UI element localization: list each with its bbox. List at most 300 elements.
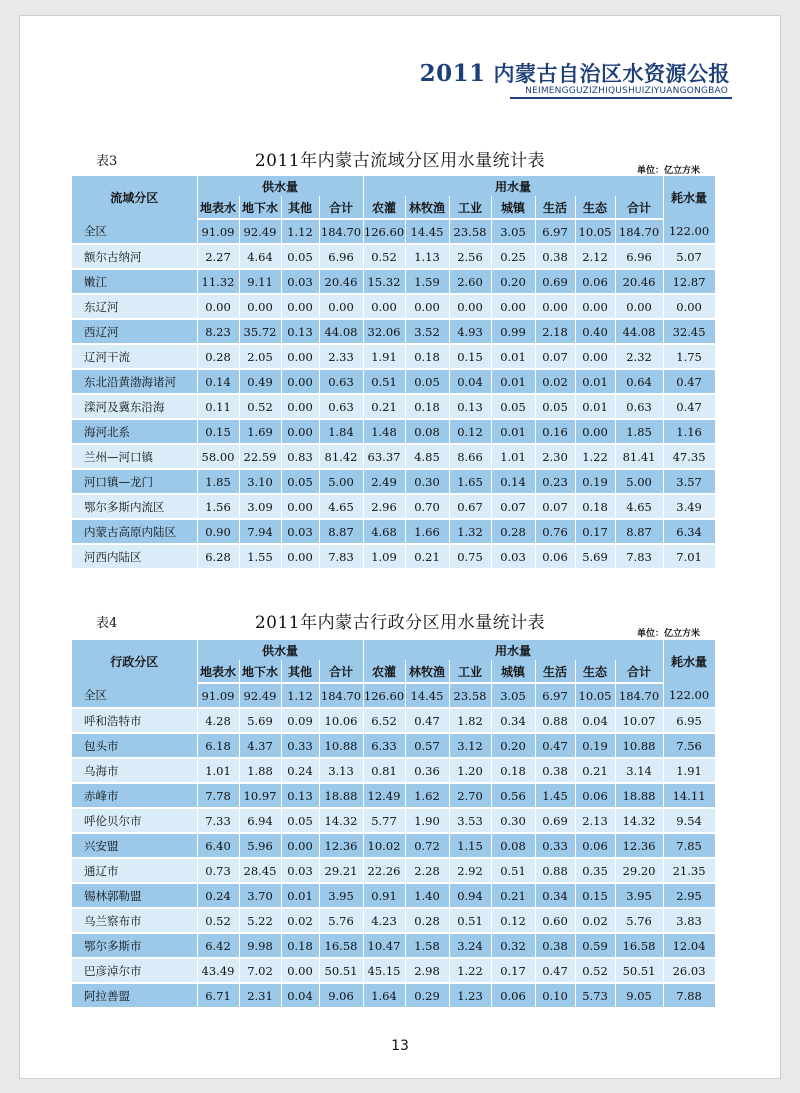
table-cell: 0.40 xyxy=(575,319,615,344)
table-cell: 0.09 xyxy=(281,708,319,733)
row-label: 嫩江 xyxy=(72,269,197,294)
table-cell: 0.00 xyxy=(281,544,319,569)
table-cell: 184.70 xyxy=(615,219,663,244)
table-cell: 0.52 xyxy=(363,244,405,269)
table-cell: 0.18 xyxy=(281,933,319,958)
table-cell: 0.19 xyxy=(575,469,615,494)
table-cell: 32.06 xyxy=(363,319,405,344)
table-row xyxy=(72,544,715,569)
table-cell: 12.04 xyxy=(663,933,715,958)
table-cell: 0.03 xyxy=(281,519,319,544)
table-cell: 0.47 xyxy=(663,394,715,419)
table-cell: 3.70 xyxy=(239,883,281,908)
table-cell: 1.16 xyxy=(663,419,715,444)
row-label: 包头市 xyxy=(72,733,197,758)
table-cell: 1.09 xyxy=(363,544,405,569)
table-cell: 0.20 xyxy=(491,733,535,758)
table-row xyxy=(72,758,715,783)
table3-unit: 单位：亿立方米 xyxy=(636,166,700,176)
table-cell: 3.49 xyxy=(663,494,715,519)
table-cell: 0.02 xyxy=(281,908,319,933)
table-cell: 5.07 xyxy=(663,244,715,269)
row-label: 辽河干流 xyxy=(72,344,197,369)
table-cell: 0.03 xyxy=(491,544,535,569)
table-cell: 0.00 xyxy=(281,294,319,319)
table-cell: 1.32 xyxy=(449,519,491,544)
table-cell: 0.70 xyxy=(405,494,449,519)
table-cell: 0.00 xyxy=(491,294,535,319)
table-cell: 126.60 xyxy=(363,219,405,244)
table-row xyxy=(72,983,715,1008)
table-cell: 0.07 xyxy=(535,344,575,369)
column-subheader: 地下水 xyxy=(239,660,281,683)
table-cell: 1.55 xyxy=(239,544,281,569)
column-header-consumption: 耗水量 xyxy=(663,176,715,219)
table-cell: 1.91 xyxy=(363,344,405,369)
table-cell: 3.05 xyxy=(491,683,535,708)
table-cell: 0.08 xyxy=(491,833,535,858)
table-cell: 81.42 xyxy=(319,444,363,469)
table-cell: 63.37 xyxy=(363,444,405,469)
table-cell: 0.12 xyxy=(449,419,491,444)
table-cell: 1.75 xyxy=(663,344,715,369)
table-cell: 1.01 xyxy=(197,758,239,783)
table-cell: 28.45 xyxy=(239,858,281,883)
table-cell: 7.88 xyxy=(663,983,715,1008)
table-cell: 3.12 xyxy=(449,733,491,758)
table-cell: 45.15 xyxy=(363,958,405,983)
table-cell: 5.96 xyxy=(239,833,281,858)
table-cell: 6.33 xyxy=(363,733,405,758)
table-cell: 23.58 xyxy=(449,683,491,708)
table-cell: 0.25 xyxy=(491,244,535,269)
table-cell: 0.47 xyxy=(535,958,575,983)
table-cell: 2.56 xyxy=(449,244,491,269)
table-cell: 50.51 xyxy=(615,958,663,983)
table-cell: 91.09 xyxy=(197,683,239,708)
row-label: 乌兰察布市 xyxy=(72,908,197,933)
table-cell: 1.91 xyxy=(663,758,715,783)
table-cell: 0.06 xyxy=(535,544,575,569)
table-cell: 5.76 xyxy=(319,908,363,933)
table4-label: 表4 xyxy=(96,616,118,631)
table-row xyxy=(72,344,715,369)
table-cell: 11.32 xyxy=(197,269,239,294)
table-cell: 4.68 xyxy=(363,519,405,544)
table-cell: 5.73 xyxy=(575,983,615,1008)
table-cell: 4.28 xyxy=(197,708,239,733)
table-cell: 0.94 xyxy=(449,883,491,908)
table-cell: 0.60 xyxy=(535,908,575,933)
table-cell: 6.96 xyxy=(319,244,363,269)
table-cell: 0.05 xyxy=(491,394,535,419)
table-cell: 3.13 xyxy=(319,758,363,783)
table-cell: 10.88 xyxy=(615,733,663,758)
table-cell: 23.58 xyxy=(449,219,491,244)
table-cell: 5.69 xyxy=(575,544,615,569)
table-cell: 184.70 xyxy=(319,219,363,244)
table-cell: 18.88 xyxy=(615,783,663,808)
column-subheader: 林牧渔 xyxy=(405,660,449,683)
row-label: 东辽河 xyxy=(72,294,197,319)
table-cell: 1.45 xyxy=(535,783,575,808)
header-rule xyxy=(510,97,732,99)
table-cell: 4.23 xyxy=(363,908,405,933)
table-cell: 0.03 xyxy=(281,269,319,294)
table-cell: 47.35 xyxy=(663,444,715,469)
table-cell: 6.18 xyxy=(197,733,239,758)
row-label: 东北沿黄渤海诸河 xyxy=(72,369,197,394)
table-cell: 0.72 xyxy=(405,833,449,858)
table-cell: 0.47 xyxy=(663,369,715,394)
column-header-region: 行政分区 xyxy=(72,640,197,683)
table-cell: 2.28 xyxy=(405,858,449,883)
report-subtitle: NEIMENGGUZIZHIQUSHUIZIYUANGONGBAO xyxy=(525,86,728,96)
table-cell: 2.05 xyxy=(239,344,281,369)
table-cell: 0.38 xyxy=(535,933,575,958)
row-label: 乌海市 xyxy=(72,758,197,783)
table-cell: 14.32 xyxy=(319,808,363,833)
table-cell: 9.11 xyxy=(239,269,281,294)
table-cell: 1.40 xyxy=(405,883,449,908)
table-cell: 10.97 xyxy=(239,783,281,808)
row-label: 全区 xyxy=(72,219,197,244)
table-cell: 8.23 xyxy=(197,319,239,344)
row-label: 赤峰市 xyxy=(72,783,197,808)
table-cell: 0.35 xyxy=(575,858,615,883)
table-cell: 1.85 xyxy=(615,419,663,444)
table-cell: 2.95 xyxy=(663,883,715,908)
column-header-supply: 供水量 xyxy=(197,176,363,196)
table-cell: 1.82 xyxy=(449,708,491,733)
table-cell: 91.09 xyxy=(197,219,239,244)
table-cell: 12.49 xyxy=(363,783,405,808)
table-cell: 1.20 xyxy=(449,758,491,783)
row-label: 河西内陆区 xyxy=(72,544,197,569)
table-cell: 0.17 xyxy=(491,958,535,983)
table-cell: 2.92 xyxy=(449,858,491,883)
table-cell: 0.00 xyxy=(663,294,715,319)
table-cell: 0.05 xyxy=(281,244,319,269)
table-cell: 50.51 xyxy=(319,958,363,983)
table-cell: 0.23 xyxy=(535,469,575,494)
table-cell: 0.06 xyxy=(575,269,615,294)
table-cell: 0.00 xyxy=(239,294,281,319)
table-cell: 2.96 xyxy=(363,494,405,519)
table-cell: 14.45 xyxy=(405,219,449,244)
table-cell: 0.05 xyxy=(281,469,319,494)
table-cell: 5.69 xyxy=(239,708,281,733)
table-cell: 0.88 xyxy=(535,708,575,733)
table-cell: 7.83 xyxy=(319,544,363,569)
table-cell: 0.11 xyxy=(197,394,239,419)
table-cell: 1.69 xyxy=(239,419,281,444)
table-cell: 2.49 xyxy=(363,469,405,494)
table-cell: 1.66 xyxy=(405,519,449,544)
row-label: 兰州—河口镇 xyxy=(72,444,197,469)
table-cell: 2.27 xyxy=(197,244,239,269)
table-cell: 7.94 xyxy=(239,519,281,544)
table-cell: 0.63 xyxy=(615,394,663,419)
row-label: 额尔古纳河 xyxy=(72,244,197,269)
column-subheader: 生活 xyxy=(535,660,575,683)
table-cell: 1.62 xyxy=(405,783,449,808)
table-cell: 6.95 xyxy=(663,708,715,733)
table-cell: 4.93 xyxy=(449,319,491,344)
table-cell: 9.54 xyxy=(663,808,715,833)
row-label: 巴彦淖尔市 xyxy=(72,958,197,983)
table-cell: 0.36 xyxy=(405,758,449,783)
table-cell: 4.85 xyxy=(405,444,449,469)
table-row xyxy=(72,683,715,708)
column-subheader: 生活 xyxy=(535,196,575,219)
table-cell: 7.01 xyxy=(663,544,715,569)
table-cell: 0.57 xyxy=(405,733,449,758)
table-cell: 3.14 xyxy=(615,758,663,783)
table-cell: 0.34 xyxy=(491,708,535,733)
table-cell: 0.12 xyxy=(491,908,535,933)
table-cell: 2.31 xyxy=(239,983,281,1008)
table-cell: 8.66 xyxy=(449,444,491,469)
table-cell: 44.08 xyxy=(319,319,363,344)
table-cell: 1.65 xyxy=(449,469,491,494)
table-cell: 0.24 xyxy=(281,758,319,783)
table-cell: 3.83 xyxy=(663,908,715,933)
table-cell: 0.49 xyxy=(239,369,281,394)
row-label: 呼和浩特市 xyxy=(72,708,197,733)
table3-label: 表3 xyxy=(96,154,118,169)
column-subheader: 合计 xyxy=(615,660,663,683)
table-cell: 1.84 xyxy=(319,419,363,444)
table-cell: 0.00 xyxy=(575,419,615,444)
table-cell: 0.33 xyxy=(281,733,319,758)
table-row xyxy=(72,708,715,733)
table-cell: 0.02 xyxy=(535,369,575,394)
table-cell: 15.32 xyxy=(363,269,405,294)
table-cell: 0.59 xyxy=(575,933,615,958)
table-row xyxy=(72,958,715,983)
table-cell: 0.21 xyxy=(491,883,535,908)
table-cell: 0.00 xyxy=(449,294,491,319)
table-cell: 2.98 xyxy=(405,958,449,983)
table-cell: 1.15 xyxy=(449,833,491,858)
row-label: 兴安盟 xyxy=(72,833,197,858)
table-cell: 16.58 xyxy=(319,933,363,958)
table-cell: 0.18 xyxy=(405,344,449,369)
table-cell: 26.03 xyxy=(663,958,715,983)
table-cell: 0.18 xyxy=(575,494,615,519)
table-cell: 0.47 xyxy=(535,733,575,758)
table-cell: 122.00 xyxy=(663,683,715,708)
table-cell: 7.56 xyxy=(663,733,715,758)
table-cell: 0.04 xyxy=(575,708,615,733)
table-cell: 14.45 xyxy=(405,683,449,708)
table4-title: 2011年内蒙古行政分区用水量统计表 xyxy=(254,613,546,633)
table-cell: 2.30 xyxy=(535,444,575,469)
table-cell: 0.00 xyxy=(281,394,319,419)
table-cell: 1.48 xyxy=(363,419,405,444)
column-subheader: 合计 xyxy=(319,196,363,219)
table-cell: 1.85 xyxy=(197,469,239,494)
table-cell: 8.87 xyxy=(319,519,363,544)
table-cell: 0.56 xyxy=(491,783,535,808)
table-cell: 0.01 xyxy=(281,883,319,908)
table-cell: 5.00 xyxy=(319,469,363,494)
table-cell: 0.00 xyxy=(363,294,405,319)
table-cell: 92.49 xyxy=(239,219,281,244)
table-cell: 0.15 xyxy=(449,344,491,369)
table-cell: 0.32 xyxy=(491,933,535,958)
table-row xyxy=(72,494,715,519)
table-cell: 1.64 xyxy=(363,983,405,1008)
table-cell: 0.07 xyxy=(491,494,535,519)
table-cell: 0.06 xyxy=(491,983,535,1008)
table-cell: 0.02 xyxy=(575,908,615,933)
table-cell: 2.12 xyxy=(575,244,615,269)
table-cell: 9.98 xyxy=(239,933,281,958)
table-cell: 10.88 xyxy=(319,733,363,758)
table-cell: 0.52 xyxy=(575,958,615,983)
row-label: 呼伦贝尔市 xyxy=(72,808,197,833)
table-cell: 43.49 xyxy=(197,958,239,983)
table-cell: 0.30 xyxy=(405,469,449,494)
table-cell: 12.36 xyxy=(319,833,363,858)
table-cell: 7.33 xyxy=(197,808,239,833)
column-subheader: 生态 xyxy=(575,196,615,219)
table-cell: 0.30 xyxy=(491,808,535,833)
table-cell: 0.00 xyxy=(197,294,239,319)
row-label: 海河北系 xyxy=(72,419,197,444)
table-cell: 0.00 xyxy=(281,369,319,394)
table-cell: 0.17 xyxy=(575,519,615,544)
table-cell: 0.14 xyxy=(491,469,535,494)
column-subheader: 工业 xyxy=(449,660,491,683)
table-cell: 1.59 xyxy=(405,269,449,294)
table-cell: 0.47 xyxy=(405,708,449,733)
table-cell: 9.06 xyxy=(319,983,363,1008)
table-cell: 0.51 xyxy=(449,908,491,933)
table3-title: 2011年内蒙古流域分区用水量统计表 xyxy=(254,151,546,171)
table-cell: 1.56 xyxy=(197,494,239,519)
column-subheader: 其他 xyxy=(281,660,319,683)
table-cell: 0.05 xyxy=(535,394,575,419)
column-header-use: 用水量 xyxy=(363,176,663,196)
table-cell: 0.15 xyxy=(197,419,239,444)
table-cell: 6.97 xyxy=(535,683,575,708)
table-cell: 0.63 xyxy=(319,394,363,419)
table-cell: 0.00 xyxy=(281,833,319,858)
table-cell: 2.13 xyxy=(575,808,615,833)
table-cell: 0.63 xyxy=(319,369,363,394)
table-cell: 0.08 xyxy=(405,419,449,444)
column-subheader: 地表水 xyxy=(197,196,239,219)
table-cell: 0.15 xyxy=(575,883,615,908)
table-row xyxy=(72,519,715,544)
table-cell: 4.65 xyxy=(615,494,663,519)
report-name: 内蒙古自治区水资源公报 xyxy=(493,61,730,86)
column-subheader: 农灌 xyxy=(363,660,405,683)
table-cell: 12.36 xyxy=(615,833,663,858)
table-cell: 0.01 xyxy=(575,394,615,419)
table-cell: 12.87 xyxy=(663,269,715,294)
table-cell: 2.70 xyxy=(449,783,491,808)
table-cell: 0.51 xyxy=(363,369,405,394)
table-cell: 0.75 xyxy=(449,544,491,569)
table-cell: 14.32 xyxy=(615,808,663,833)
table-cell: 3.05 xyxy=(491,219,535,244)
table-row xyxy=(72,444,715,469)
table-cell: 7.02 xyxy=(239,958,281,983)
column-header-consumption: 耗水量 xyxy=(663,640,715,683)
table-cell: 0.29 xyxy=(405,983,449,1008)
table-cell: 92.49 xyxy=(239,683,281,708)
table-cell: 0.00 xyxy=(575,294,615,319)
table-cell: 6.40 xyxy=(197,833,239,858)
table-cell: 9.05 xyxy=(615,983,663,1008)
table-cell: 5.77 xyxy=(363,808,405,833)
table-row xyxy=(72,933,715,958)
row-label: 阿拉善盟 xyxy=(72,983,197,1008)
table-cell: 126.60 xyxy=(363,683,405,708)
table-cell: 10.05 xyxy=(575,683,615,708)
table-cell: 3.95 xyxy=(319,883,363,908)
table3 xyxy=(72,176,716,570)
table-cell: 3.52 xyxy=(405,319,449,344)
table-cell: 29.21 xyxy=(319,858,363,883)
table-cell: 0.20 xyxy=(491,269,535,294)
table-cell: 5.76 xyxy=(615,908,663,933)
table-cell: 0.21 xyxy=(405,544,449,569)
table-cell: 3.10 xyxy=(239,469,281,494)
table-cell: 3.95 xyxy=(615,883,663,908)
table-cell: 0.88 xyxy=(535,858,575,883)
table-cell: 6.28 xyxy=(197,544,239,569)
table-cell: 1.13 xyxy=(405,244,449,269)
table-cell: 10.07 xyxy=(615,708,663,733)
table-cell: 6.94 xyxy=(239,808,281,833)
table-cell: 0.07 xyxy=(535,494,575,519)
table-cell: 184.70 xyxy=(615,683,663,708)
table-cell: 0.69 xyxy=(535,808,575,833)
table-cell: 0.28 xyxy=(491,519,535,544)
table-cell: 3.53 xyxy=(449,808,491,833)
table-cell: 0.00 xyxy=(281,419,319,444)
table-cell: 3.24 xyxy=(449,933,491,958)
table-cell: 0.13 xyxy=(449,394,491,419)
table-cell: 10.05 xyxy=(575,219,615,244)
table-cell: 0.10 xyxy=(535,983,575,1008)
column-subheader: 城镇 xyxy=(491,196,535,219)
table-row xyxy=(72,908,715,933)
table-cell: 35.72 xyxy=(239,319,281,344)
table-cell: 6.42 xyxy=(197,933,239,958)
table-cell: 8.87 xyxy=(615,519,663,544)
table4-unit: 单位：亿立方米 xyxy=(636,629,700,639)
table-cell: 0.83 xyxy=(281,444,319,469)
table-cell: 4.37 xyxy=(239,733,281,758)
table-cell: 0.21 xyxy=(575,758,615,783)
table-cell: 2.60 xyxy=(449,269,491,294)
table-cell: 0.00 xyxy=(281,344,319,369)
table-row xyxy=(72,369,715,394)
table-cell: 22.59 xyxy=(239,444,281,469)
table-cell: 1.01 xyxy=(491,444,535,469)
table-cell: 10.06 xyxy=(319,708,363,733)
table-cell: 0.28 xyxy=(197,344,239,369)
table-cell: 1.22 xyxy=(449,958,491,983)
row-label: 鄂尔多斯内流区 xyxy=(72,494,197,519)
table-cell: 0.00 xyxy=(615,294,663,319)
